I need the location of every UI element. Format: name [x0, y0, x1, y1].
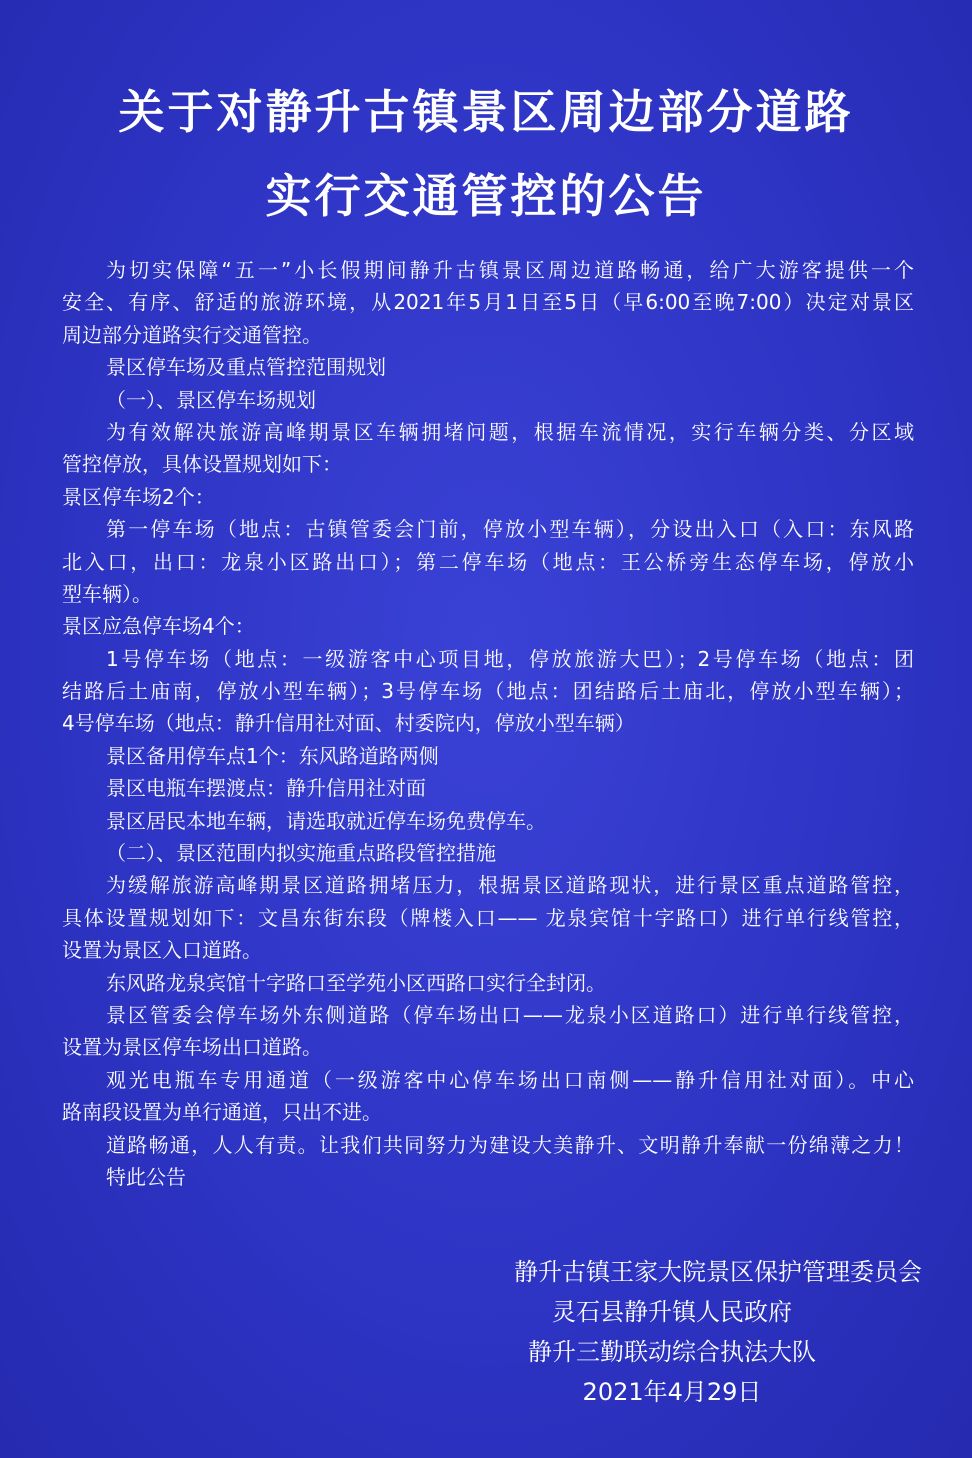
body-line: 结路后土庙南，停放小型车辆）；3号停车场（地点：团结路后土庙北，停放小型车辆）；: [62, 679, 914, 704]
body-line: 北入口，出口：龙泉小区路出口）；第二停车场（地点：王公桥旁生态停车场，停放小: [62, 549, 914, 574]
title-line-2: 实行交通管控的公告: [265, 169, 707, 223]
body-line: 安全、有序、舒适的旅游环境，从2021年5月1日至5日（早6:00至晚7:00）决定对景区: [62, 290, 914, 315]
body-line: 周边部分道路实行交通管控。: [62, 322, 322, 347]
signature-date: 2021年4月29日: [582, 1378, 762, 1406]
body-line: 东风路龙泉宾馆十字路口至学苑小区西路口实行全封闭。: [106, 970, 606, 995]
body-line: 设置为景区停车场出口道路。: [62, 1035, 322, 1060]
body-line: 1号停车场（地点：一级游客中心项目地，停放旅游大巴）；2号停车场（地点：团: [106, 646, 914, 671]
body-line: 管控停放，具体设置规划如下：: [62, 452, 342, 477]
body-line: 景区应急停车场4个：: [62, 614, 255, 639]
body-line: 路南段设置为单行通道，只出不进。: [62, 1100, 382, 1125]
body-line: 第一停车场（地点：古镇管委会门前，停放小型车辆），分设出入口（入口：东风路: [106, 517, 914, 542]
signature-block: [422, 1252, 922, 1412]
body-line: 型车辆）。: [62, 581, 152, 606]
body-line: （一）、景区停车场规划: [106, 387, 316, 412]
body-line: 特此公告: [106, 1164, 186, 1189]
body-line: 景区电瓶车摆渡点：静升信用社对面: [106, 776, 426, 801]
body-line: 道路畅通，人人有责。让我们共同努力为建设大美静升、文明静升奉献一份绵薄之力！: [106, 1132, 914, 1157]
body-line: 为有效解决旅游高峰期景区车辆拥堵问题，根据车流情况，实行车辆分类、分区域: [106, 419, 914, 444]
notice-body: [62, 254, 914, 1193]
title-line-1: 关于对静升古镇景区周边部分道路: [118, 85, 854, 139]
signature-org-1: 静升古镇王家大院景区保护管理委员会: [514, 1258, 922, 1286]
body-line: 为缓解旅游高峰期景区道路拥堵压力，根据景区道路现状，进行景区重点道路管控，: [106, 873, 914, 898]
body-line: 景区停车场2个：: [62, 484, 215, 509]
body-line: 具体设置规划如下：文昌东街东段（牌楼入口—— 龙泉宾馆十字路口）进行单行线管控，: [62, 905, 914, 930]
body-line: 景区备用停车点1个：东风路道路两侧: [106, 743, 439, 768]
signature-org-2: 灵石县静升镇人民政府: [552, 1298, 792, 1326]
body-line: 景区居民本地车辆，请选取就近停车场免费停车。: [106, 808, 546, 833]
body-line: 设置为景区入口道路。: [62, 938, 262, 963]
body-line: 景区停车场及重点管控范围规划: [106, 355, 386, 380]
body-line: 为切实保障“五一”小长假期间静升古镇景区周边道路畅通，给广大游客提供一个: [106, 258, 914, 282]
signature-org-3: 静升三勤联动综合执法大队: [528, 1338, 816, 1366]
body-line: （二）、景区范围内拟实施重点路段管控措施: [106, 841, 496, 866]
body-line: 4号停车场（地点：静升信用社对面、村委院内，停放小型车辆）: [62, 711, 635, 736]
body-line: 景区管委会停车场外东侧道路（停车场出口——龙泉小区道路口）进行单行线管控，: [106, 1002, 914, 1027]
body-line: 观光电瓶车专用通道（一级游客中心停车场出口南侧——静升信用社对面）。中心: [106, 1067, 914, 1092]
